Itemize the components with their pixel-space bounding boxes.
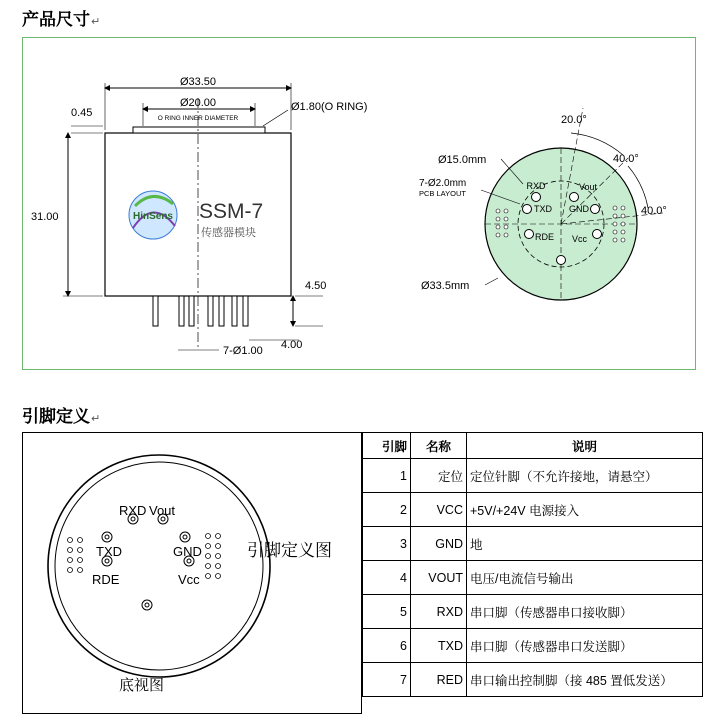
rde-label: RDE bbox=[92, 572, 120, 587]
gap-label: 0.45 bbox=[71, 107, 93, 119]
bottom-txd-label: TXD bbox=[534, 204, 552, 214]
pin-num: 6 bbox=[363, 629, 411, 663]
section-title-text: 引脚定义 bbox=[22, 407, 90, 427]
table-row bbox=[363, 663, 703, 697]
table-row bbox=[363, 493, 703, 527]
bottom-view bbox=[485, 108, 663, 300]
header-desc: 说明 bbox=[467, 433, 703, 459]
bottom-rxd-label: RXD bbox=[526, 181, 546, 191]
o-ring-inner-label: O RING INNER DIAMETER bbox=[157, 115, 239, 122]
pin-length-label: 4.50 bbox=[305, 280, 327, 292]
circle-diameter-label: Ø15.0mm bbox=[438, 154, 487, 166]
vout-label: Vout bbox=[149, 503, 176, 518]
pin-desc: 串口输出控制脚（接 485 置低发送） bbox=[467, 663, 703, 697]
angle-label-1: 20.0° bbox=[561, 114, 587, 126]
table-row bbox=[363, 595, 703, 629]
pin-desc: 定位针脚（不允许接地，请悬空） bbox=[467, 459, 703, 493]
pcb-hole-label: 7-Ø2.0mm bbox=[419, 178, 467, 189]
o-ring-label: Ø1.80(O RING) bbox=[291, 101, 368, 113]
dimension-drawing-panel bbox=[22, 37, 696, 370]
rxd-label: RXD bbox=[119, 503, 147, 518]
pin-diagram-panel bbox=[22, 432, 362, 714]
pin-diameter-label: 7-Ø1.00 bbox=[223, 345, 263, 357]
pin-name: RED bbox=[411, 663, 467, 697]
vcc-label: Vcc bbox=[178, 572, 200, 587]
inner-diameter-label: Ø20.00 bbox=[179, 97, 217, 109]
pin-num: 5 bbox=[363, 595, 411, 629]
pin-num: 3 bbox=[363, 527, 411, 561]
bottom-gnd-label: GND bbox=[569, 204, 589, 214]
pin-desc: 地 bbox=[467, 527, 703, 561]
txd-label: TXD bbox=[96, 544, 122, 559]
product-name: SSM-7 bbox=[199, 200, 264, 223]
return-mark: ↵ bbox=[91, 412, 101, 425]
pin-desc: 电压/电流信号输出 bbox=[467, 561, 703, 595]
angle-label-3: 40.0° bbox=[641, 205, 667, 217]
angle-label-2: 40.0° bbox=[613, 153, 639, 165]
sensor-pins bbox=[153, 296, 248, 326]
return-mark: ↵ bbox=[91, 15, 101, 28]
section-title-pins bbox=[22, 402, 100, 427]
bottom-vout-label: Vout bbox=[579, 182, 598, 192]
pin-table bbox=[362, 432, 703, 697]
table-row bbox=[363, 527, 703, 561]
pin-desc: 串口脚（传感器串口接收脚） bbox=[467, 595, 703, 629]
logo-text: HinSens bbox=[132, 211, 174, 222]
pin-diagram-title: 引脚定义图 bbox=[247, 541, 332, 561]
table-row bbox=[363, 459, 703, 493]
section-title-text: 产品尺寸 bbox=[22, 10, 90, 30]
pin-num: 1 bbox=[363, 459, 411, 493]
pin-name: VCC bbox=[411, 493, 467, 527]
height-label: 31.00 bbox=[31, 211, 59, 223]
section-title-dimensions bbox=[22, 5, 100, 30]
pin-name: 定位 bbox=[411, 459, 467, 493]
gnd-label: GND bbox=[173, 544, 202, 559]
pin-num: 7 bbox=[363, 663, 411, 697]
outer-diameter-bottom-label: Ø33.5mm bbox=[421, 280, 470, 292]
table-row bbox=[363, 561, 703, 595]
pin-offset-label: 4.00 bbox=[281, 339, 303, 351]
pin-desc: 串口脚（传感器串口发送脚） bbox=[467, 629, 703, 663]
header-name: 名称 bbox=[411, 433, 467, 459]
bottom-vcc-label: Vcc bbox=[572, 234, 588, 244]
pin-name: TXD bbox=[411, 629, 467, 663]
pin-num: 4 bbox=[363, 561, 411, 595]
product-subtitle: 传感器模块 bbox=[201, 226, 256, 239]
pin-name: GND bbox=[411, 527, 467, 561]
pin-desc: +5V/+24V 电源接入 bbox=[467, 493, 703, 527]
o-ring-cap bbox=[133, 127, 265, 133]
pcb-layout-label: PCB LAYOUT bbox=[419, 189, 466, 198]
pin-diagram bbox=[23, 433, 363, 715]
hinsens-logo bbox=[129, 191, 177, 239]
outer-diameter-label: Ø33.50 bbox=[179, 76, 217, 88]
bottom-view-label: 底视图 bbox=[119, 676, 165, 694]
table-header-row bbox=[363, 433, 703, 459]
pin-num: 2 bbox=[363, 493, 411, 527]
bottom-rde-label: RDE bbox=[535, 232, 555, 242]
dimension-drawing bbox=[23, 38, 697, 371]
header-pin: 引脚 bbox=[363, 433, 411, 459]
pin-name: VOUT bbox=[411, 561, 467, 595]
sensor-inner-outline bbox=[55, 462, 263, 670]
table-row bbox=[363, 629, 703, 663]
pin-name: RXD bbox=[411, 595, 467, 629]
